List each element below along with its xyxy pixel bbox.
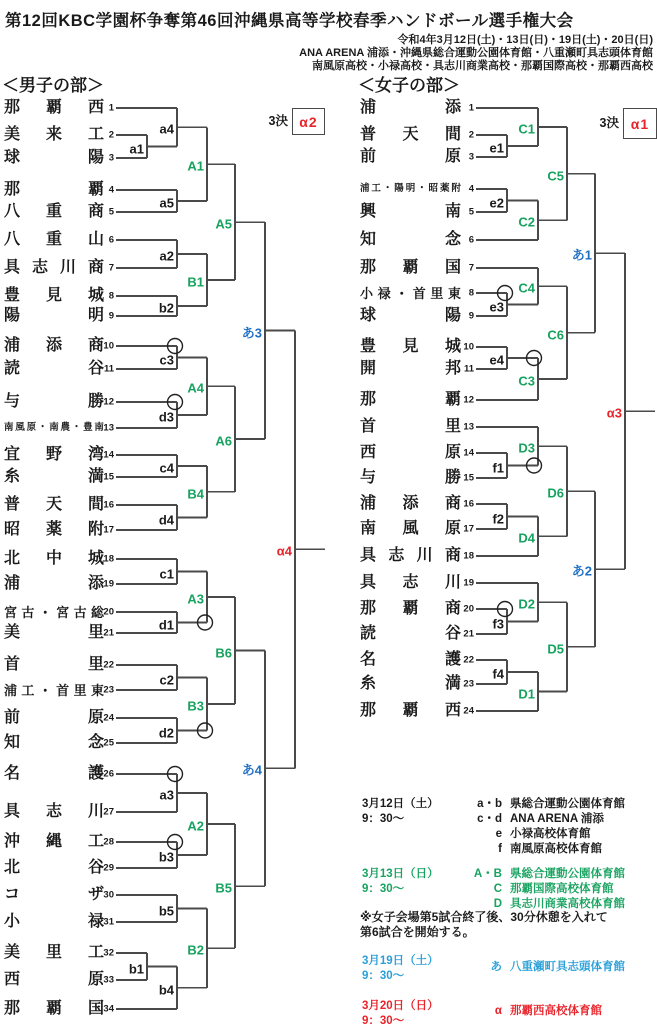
team-name: 前 原 bbox=[4, 709, 104, 726]
match-label: A3 bbox=[187, 591, 204, 607]
match-label: あ3 bbox=[241, 325, 262, 341]
team-name: 八 重 山 bbox=[4, 231, 104, 248]
seed-number: 19 bbox=[103, 578, 114, 590]
seed-number: 13 bbox=[463, 421, 474, 433]
schedule-date: 3月12日（土） bbox=[362, 798, 439, 810]
match-label: a5 bbox=[159, 195, 174, 211]
team-name: 首 里 bbox=[360, 418, 461, 435]
seed-number: 12 bbox=[463, 394, 474, 406]
seed-number: 1 bbox=[468, 102, 474, 114]
event-dates: 令和4年3月12日(土)・13日(日)・19日(土)・20日(日) bbox=[397, 34, 653, 46]
seed-number: 13 bbox=[103, 422, 114, 434]
team-name: 豊 見 城 bbox=[4, 287, 104, 304]
team-name: 開 邦 bbox=[360, 360, 461, 377]
seed-number: 10 bbox=[463, 341, 474, 353]
match-label: a3 bbox=[159, 787, 174, 803]
team-name: 那 覇 国 bbox=[360, 259, 461, 276]
schedule-venue: 県総合運動公園体育館 bbox=[510, 868, 625, 880]
schedule-venue: 南風原高校体育館 bbox=[510, 843, 602, 855]
seed-number: 34 bbox=[103, 1003, 114, 1015]
team-name: 小 禄 ・ 首 里 東 bbox=[360, 285, 461, 301]
schedule-court-letter: e bbox=[495, 828, 502, 840]
seed-number: 5 bbox=[108, 206, 114, 218]
seed-number: 32 bbox=[103, 947, 114, 959]
team-name: 美 里 工 bbox=[4, 944, 104, 961]
team-name: 名 護 bbox=[360, 651, 461, 668]
team-name: 那 覇 西 bbox=[360, 702, 461, 719]
seed-number: 9 bbox=[108, 310, 114, 322]
schedule-court-letter: D bbox=[493, 898, 502, 910]
team-name: 沖 縄 工 bbox=[4, 833, 104, 850]
seed-number: 9 bbox=[468, 310, 474, 322]
match-label: c2 bbox=[159, 672, 174, 687]
seed-number: 16 bbox=[463, 498, 474, 510]
team-name: 知 念 bbox=[4, 734, 104, 751]
third-place-label: 3決 bbox=[599, 115, 619, 130]
schedule-venue: 具志川商業高校体育館 bbox=[510, 898, 625, 910]
section-header-women: ＜女子の部＞ bbox=[358, 76, 460, 95]
seed-number: 33 bbox=[103, 974, 114, 986]
seed-number: 18 bbox=[103, 553, 114, 565]
match-label: B4 bbox=[187, 486, 204, 502]
seed-number: 22 bbox=[463, 654, 474, 666]
team-name: 浦 添 商 bbox=[4, 337, 104, 354]
match-label: D6 bbox=[547, 485, 564, 501]
match-label: e3 bbox=[489, 299, 504, 314]
third-place-code: α1 bbox=[630, 115, 650, 132]
match-label: D3 bbox=[518, 440, 535, 456]
third-place-code: α2 bbox=[299, 113, 318, 130]
match-label: C5 bbox=[547, 168, 564, 184]
match-label: A2 bbox=[187, 818, 204, 834]
match-label: A4 bbox=[187, 380, 204, 396]
team-name: 名 護 bbox=[4, 765, 104, 782]
seed-number: 21 bbox=[463, 628, 474, 640]
schedule-court-letter: あ bbox=[490, 961, 502, 973]
seed-number: 10 bbox=[103, 340, 114, 352]
match-label: b3 bbox=[158, 849, 174, 865]
seed-number: 18 bbox=[463, 550, 474, 562]
seed-number: 6 bbox=[468, 234, 474, 246]
schedule-court-letter: C bbox=[493, 883, 502, 895]
seed-number: 11 bbox=[103, 363, 114, 375]
section-header-men: ＜男子の部＞ bbox=[2, 76, 104, 95]
schedule-court-letter: f bbox=[498, 843, 502, 855]
team-name: 具 志 川 bbox=[360, 574, 461, 591]
match-label: A1 bbox=[187, 158, 204, 174]
match-label: A6 bbox=[215, 433, 232, 449]
team-name: 浦 工 ・ 首 里 東 bbox=[4, 682, 104, 698]
seed-number: 17 bbox=[103, 524, 114, 536]
match-label: C3 bbox=[518, 373, 535, 389]
page-title: 第12回KBC学園杯争奪第46回沖縄県高等学校春季ハンドボール選手権大会 bbox=[5, 12, 574, 30]
match-label: B1 bbox=[187, 274, 204, 290]
team-name: 浦 工 ・ 陽 明 ・ 昭 薬 附 bbox=[360, 183, 461, 195]
match-label: f4 bbox=[492, 666, 504, 682]
team-name: 北 谷 bbox=[4, 859, 104, 876]
match-label: e4 bbox=[489, 352, 504, 368]
team-name: 浦 添 bbox=[4, 575, 104, 592]
seed-number: 3 bbox=[468, 151, 474, 163]
match-label: A5 bbox=[215, 216, 232, 232]
seed-number: 2 bbox=[468, 129, 474, 141]
schedule-venue: 県総合運動公園体育館 bbox=[510, 798, 625, 810]
match-label: b2 bbox=[158, 300, 174, 316]
match-label: B3 bbox=[187, 698, 204, 714]
team-name: 西 原 bbox=[360, 444, 461, 461]
seed-number: 6 bbox=[108, 234, 114, 246]
seed-number: 7 bbox=[468, 262, 474, 274]
team-name: 具 志 川 商 bbox=[4, 259, 104, 276]
team-name: 宜 野 湾 bbox=[4, 446, 104, 463]
match-label: α4 bbox=[276, 543, 292, 559]
seed-number: 12 bbox=[103, 396, 114, 408]
schedule-time: 9：30～ bbox=[362, 883, 405, 895]
match-label: B2 bbox=[187, 942, 204, 958]
match-label: b1 bbox=[128, 961, 144, 976]
seed-number: 30 bbox=[103, 889, 114, 901]
team-name: コ ザ bbox=[4, 886, 104, 903]
seed-number: 25 bbox=[103, 737, 114, 749]
match-label: C1 bbox=[518, 121, 535, 137]
schedule-court-letter: α bbox=[494, 1005, 502, 1017]
team-name: 宮 古 ・ 宮 古 総 bbox=[4, 604, 104, 620]
event-venues-1: ANA ARENA 浦添・沖縄県総合運動公園体育館・八重瀬町具志頭体育館 bbox=[299, 47, 653, 59]
seed-number: 8 bbox=[468, 287, 474, 299]
match-label: あ4 bbox=[241, 762, 262, 778]
team-name: 具 志 川 商 bbox=[360, 547, 461, 564]
team-name: 八 重 商 bbox=[4, 203, 104, 220]
schedule-venue: ANA ARENA 浦添 bbox=[510, 813, 604, 825]
team-name: 小 禄 bbox=[4, 913, 104, 930]
seed-number: 11 bbox=[463, 363, 474, 375]
team-name: 具 志 川 bbox=[4, 803, 104, 820]
match-label: α3 bbox=[606, 405, 622, 421]
schedule-time: 9：30～ bbox=[362, 1015, 405, 1024]
team-name: 南 風 原 bbox=[360, 520, 461, 537]
schedule-date: 3月13日（日） bbox=[362, 868, 439, 880]
third-place-box bbox=[292, 108, 325, 135]
match-label: b5 bbox=[158, 903, 174, 918]
schedule-time: 9：30～ bbox=[362, 813, 405, 825]
match-label: f1 bbox=[492, 460, 504, 475]
match-label: c4 bbox=[159, 460, 174, 476]
match-label: C6 bbox=[547, 327, 564, 343]
schedule-time: 9：30～ bbox=[362, 970, 405, 982]
team-name: 北 中 城 bbox=[4, 550, 104, 567]
match-label: C4 bbox=[518, 280, 535, 296]
schedule-note-line: ※女子会場第5試合終了後、30分休憩を入れて bbox=[360, 910, 608, 924]
seed-number: 17 bbox=[463, 523, 474, 535]
match-label: あ2 bbox=[571, 563, 592, 579]
team-name: 知 念 bbox=[360, 231, 461, 248]
seed-number: 27 bbox=[103, 806, 114, 818]
match-label: あ1 bbox=[571, 247, 592, 263]
match-label: e1 bbox=[489, 140, 504, 156]
team-name: 美 里 bbox=[4, 624, 104, 641]
team-name: 読 谷 bbox=[4, 360, 104, 377]
team-name: 前 原 bbox=[360, 148, 461, 165]
team-name: 糸 満 bbox=[360, 675, 461, 692]
seed-number: 20 bbox=[463, 603, 474, 615]
seed-number: 21 bbox=[103, 627, 114, 639]
match-label: c1 bbox=[159, 566, 174, 581]
team-name: 美 来 工 bbox=[4, 126, 104, 143]
event-venues-2: 南風原高校・小禄高校・具志川商業高校・那覇国際高校・那覇西高校 bbox=[312, 60, 653, 72]
match-label: b4 bbox=[158, 982, 174, 998]
team-name: 陽 明 bbox=[4, 307, 104, 324]
seed-number: 4 bbox=[468, 183, 474, 195]
seed-number: 2 bbox=[108, 129, 114, 141]
seed-number: 5 bbox=[468, 206, 474, 218]
team-name: 那 覇 bbox=[360, 391, 461, 408]
seed-number: 26 bbox=[103, 768, 114, 780]
seed-number: 31 bbox=[103, 916, 114, 928]
seed-number: 23 bbox=[463, 678, 474, 690]
seed-number: 24 bbox=[463, 705, 474, 717]
team-name: 興 南 bbox=[360, 203, 461, 220]
team-name: 球 陽 bbox=[360, 307, 461, 324]
schedule-court-letter: a・b bbox=[477, 798, 502, 810]
seed-number: 14 bbox=[103, 449, 114, 461]
match-label: a4 bbox=[159, 121, 174, 137]
schedule-venue: 八重瀬町具志頭体育館 bbox=[510, 961, 625, 973]
seed-number: 29 bbox=[103, 862, 114, 874]
seed-number: 15 bbox=[463, 472, 474, 484]
third-place-label: 3決 bbox=[268, 113, 288, 128]
match-label: C2 bbox=[518, 214, 535, 230]
team-name: 西 原 bbox=[4, 971, 104, 988]
match-label: a1 bbox=[129, 141, 144, 156]
team-name: 那 覇 国 bbox=[4, 1000, 104, 1017]
team-name: 那 覇 西 bbox=[4, 99, 104, 116]
seed-number: 23 bbox=[103, 684, 114, 696]
match-label: c3 bbox=[159, 352, 174, 367]
team-name: 浦 添 商 bbox=[360, 495, 461, 512]
match-label: D2 bbox=[518, 596, 535, 612]
schedule-venue: 那覇西高校体育館 bbox=[510, 1005, 602, 1017]
match-label: d1 bbox=[158, 617, 174, 632]
match-label: d3 bbox=[158, 409, 174, 425]
team-name: 普 天 間 bbox=[360, 126, 461, 143]
seed-number: 4 bbox=[108, 184, 114, 196]
match-label: d4 bbox=[158, 512, 174, 527]
team-name: 浦 添 bbox=[360, 99, 461, 116]
match-label: D4 bbox=[518, 530, 535, 546]
third-place-box bbox=[623, 108, 657, 139]
schedule-note-line: 第6試合を開始する。 bbox=[360, 925, 475, 939]
seed-number: 15 bbox=[103, 471, 114, 483]
seed-number: 24 bbox=[103, 712, 114, 724]
match-label: D1 bbox=[518, 686, 535, 701]
match-label: f2 bbox=[492, 511, 504, 526]
schedule-venue: 那覇国際高校体育館 bbox=[510, 883, 614, 895]
team-name: 読 谷 bbox=[360, 625, 461, 642]
seed-number: 8 bbox=[108, 290, 114, 302]
team-name: 与 勝 bbox=[4, 393, 104, 410]
seed-number: 28 bbox=[103, 836, 114, 848]
schedule-date: 3月19日（土） bbox=[362, 955, 439, 967]
team-name: 昭 薬 附 bbox=[4, 521, 104, 538]
team-name: 豊 見 城 bbox=[360, 338, 461, 355]
match-label: d2 bbox=[158, 725, 174, 740]
schedule-venue: 小禄高校体育館 bbox=[510, 828, 591, 840]
match-label: f3 bbox=[492, 616, 504, 631]
team-name: 那 覇 商 bbox=[360, 600, 461, 617]
team-name: 糸 満 bbox=[4, 468, 104, 485]
seed-number: 7 bbox=[108, 262, 114, 274]
schedule-date: 3月20日（日） bbox=[362, 1000, 439, 1012]
team-name: 普 天 間 bbox=[4, 496, 104, 513]
seed-number: 1 bbox=[108, 102, 114, 114]
seed-number: 22 bbox=[103, 659, 114, 671]
match-label: D5 bbox=[547, 641, 564, 657]
schedule-court-letter: A・B bbox=[473, 868, 502, 880]
team-name: 南 風 原 ・ 南 農 ・ 豊 南 bbox=[4, 422, 104, 434]
seed-number: 16 bbox=[103, 499, 114, 511]
match-label: B6 bbox=[215, 645, 232, 660]
match-label: a2 bbox=[159, 248, 174, 264]
match-label: e2 bbox=[489, 195, 504, 210]
seed-number: 20 bbox=[103, 606, 114, 618]
seed-number: 3 bbox=[108, 152, 114, 164]
seed-number: 19 bbox=[463, 577, 474, 589]
team-name: 那 覇 bbox=[4, 181, 104, 198]
seed-number: 14 bbox=[463, 447, 474, 459]
match-label: B5 bbox=[215, 880, 232, 896]
team-name: 首 里 bbox=[4, 656, 104, 673]
team-name: 与 勝 bbox=[360, 469, 461, 486]
schedule-court-letter: c・d bbox=[477, 813, 502, 825]
team-name: 球 陽 bbox=[4, 149, 104, 166]
